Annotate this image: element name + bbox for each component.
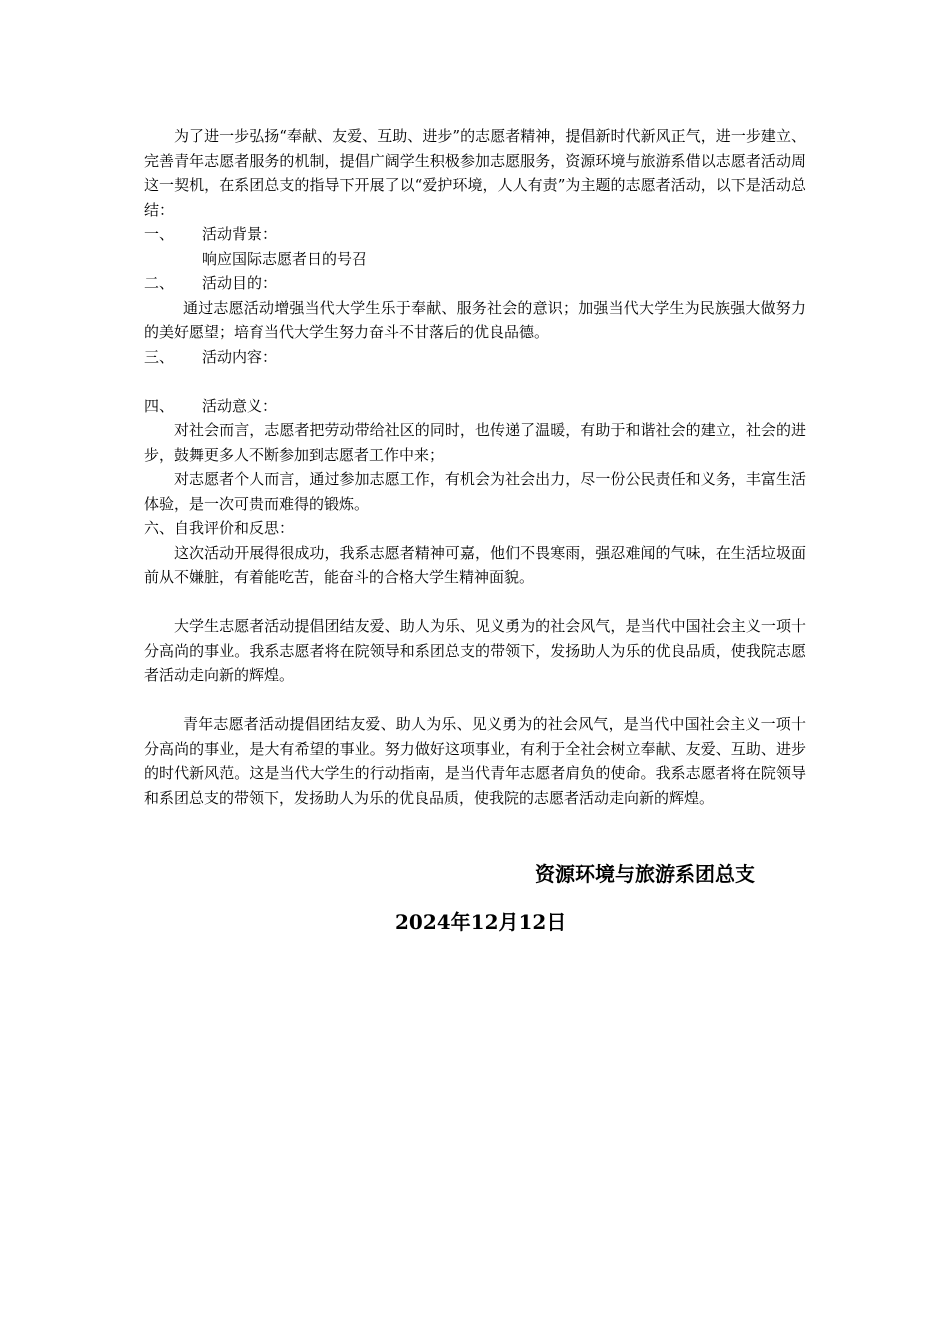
- purpose-paragraph: 通过志愿活动增强当代大学生乐于奉献、服务社会的意识；加强当代大学生为民族强大做努力的美好愿望；培育当代大学生努力奋斗不甘落后的优良品德。: [144, 298, 806, 341]
- section-heading-purpose: [144, 271, 806, 296]
- section-title: 活动目的：: [202, 274, 278, 292]
- section-heading-background: [144, 222, 806, 247]
- closing-paragraph-1: 大学生志愿者活动提倡团结友爱、助人为乐、见义勇为的社会风气，是当代中国社会主义一项十分高尚的事业。我系志愿者将在院领导和系团总支的带领下，发扬助人为乐的优良品质，使我院志愿者活动走向新的辉煌。: [144, 617, 806, 684]
- section-number: 三、: [144, 347, 175, 366]
- reflection-paragraph: 这次活动开展得很成功，我系志愿者精神可嘉，他们不畏寒雨，强忍难闻的气味，在生活垃圾面前从不嫌脏，有着能吃苦，能奋斗的合格大学生精神面貌。: [144, 543, 806, 586]
- reflection-heading: 六、自我评价和反思：: [144, 519, 295, 537]
- blank-line: [144, 369, 806, 394]
- section-heading-content: [144, 345, 806, 370]
- section-title: 活动背景：: [202, 225, 278, 243]
- signature-line: 资源环境与旅游系团总支: [535, 862, 755, 886]
- section-heading-significance: [144, 394, 806, 419]
- section-number: 二、: [144, 274, 175, 292]
- significance-society-paragraph: 对社会而言，志愿者把劳动带给社区的同时，也传递了温暖，有助于和谐社会的建立，社会的进步，鼓舞更多人不断参加到志愿者工作中来；: [144, 421, 806, 464]
- date-line: 2024年12月12日: [395, 910, 567, 934]
- background-text: 响应国际志愿者日的号召: [202, 249, 368, 268]
- closing-paragraph-2: 青年志愿者活动提倡团结友爱、助人为乐、见义勇为的社会风气，是当代中国社会主义一项十分高尚的事业，是大有希望的事业。努力做好这项事业，有利于全社会树立奉献、友爱、互助、进步的时代新风范。这是当代大学生的行动指南，是当代青年志愿者肩负的使命。我系志愿者将在院领导和系团总支的带领下，发扬助人为乐的优良品质，使我院的志愿者活动走向新的辉煌。: [144, 715, 806, 807]
- significance-personal-paragraph: 对志愿者个人而言，通过参加志愿工作，有机会为社会出力，尽一份公民责任和义务，丰富生活体验，是一次可贵而难得的锻炼。: [144, 470, 806, 513]
- document-body: [144, 124, 806, 810]
- section-title: 活动内容：: [202, 347, 278, 366]
- section-number: 一、: [144, 225, 175, 243]
- section-title: 活动意义：: [202, 396, 278, 415]
- intro-paragraph: 为了进一步弘扬“奉献、友爱、互助、进步”的志愿者精神，提倡新时代新风正气，进一步建立、完善青年志愿者服务的机制，提倡广阔学生积极参加志愿服务，资源环境与旅游系借以志愿者活动周这一契机，在系团总支的指导下开展了以“爱护环境，人人有责”为主题的志愿者活动，以下是活动总结：: [144, 127, 806, 219]
- blank-line: [144, 590, 806, 615]
- section-number: 四、: [144, 396, 175, 415]
- blank-line: [144, 688, 806, 713]
